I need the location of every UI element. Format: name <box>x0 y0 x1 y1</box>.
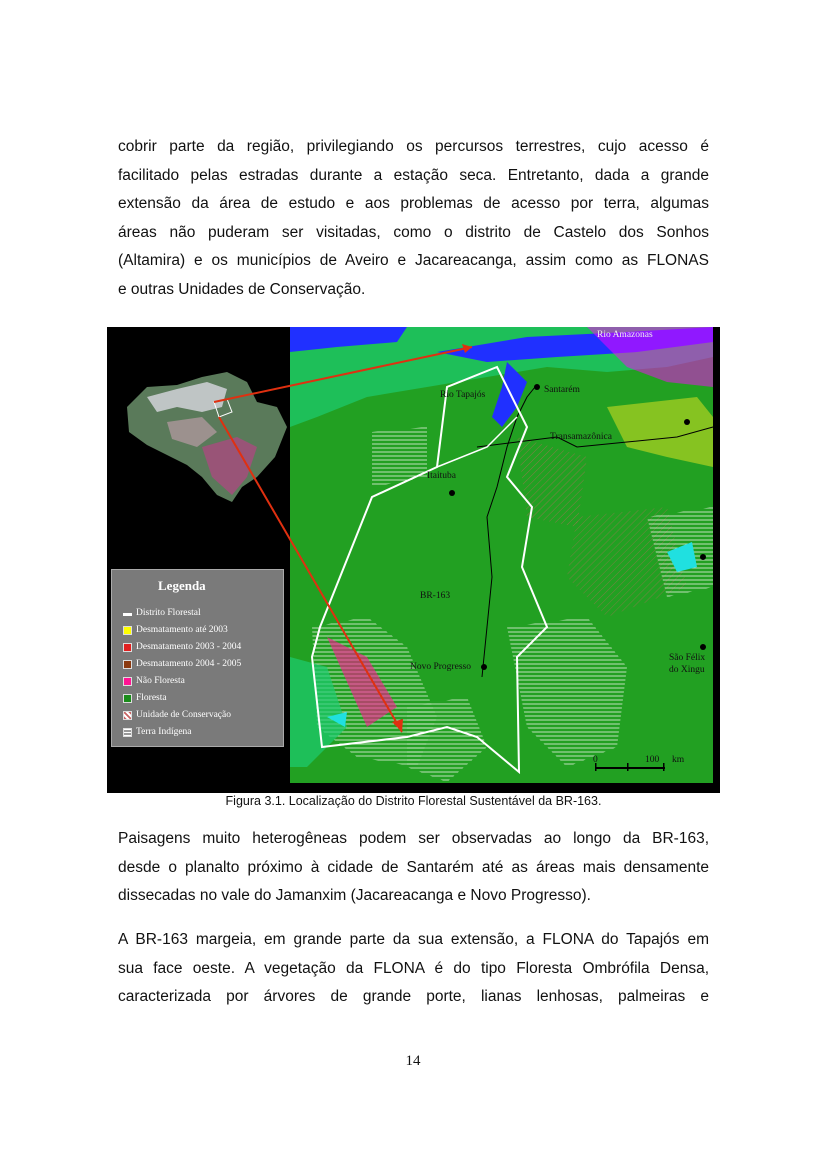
label-do-xingu: do Xingu <box>669 665 705 675</box>
paragraph-3 <box>118 926 709 1012</box>
text-line: A BR-163 margeia, em grande parte da sua extensão, a FLONA do Tapajós em <box>118 931 709 948</box>
legend-item <box>136 676 185 686</box>
label-rio-tapajos: Rio Tapajós <box>440 390 486 400</box>
legend-label: Desmatamento 2003 - 2004 <box>136 642 242 652</box>
legend-swatch <box>123 728 132 737</box>
text-line: cobrir parte da região, privilegiando os percursos terrestres, cujo acesso é <box>118 138 709 155</box>
legend-label: Distrito Florestal <box>136 608 201 618</box>
text-line: dissecadas no vale do Jamanxim (Jacareacanga e Novo Progresso). <box>118 887 591 904</box>
scale-label-unit: km <box>672 755 685 765</box>
text-line: caracterizada por árvores de grande porte, lianas lenhosas, palmeiras e <box>118 988 709 1005</box>
scale-label-100: 100 <box>645 755 660 765</box>
scale-label-0: 0 <box>593 755 598 765</box>
legend-item <box>136 608 201 618</box>
legend-item <box>136 693 167 703</box>
paragraph-1 <box>118 133 709 304</box>
location-map-figure <box>107 327 720 793</box>
legend-label: Floresta <box>136 693 167 703</box>
legend-item <box>136 727 192 737</box>
legend-title: Legenda <box>158 578 206 593</box>
label-itaituba: Itaituba <box>427 471 457 481</box>
text-line: facilitado pelas estradas durante a estação seca. Entretanto, dada a grande <box>118 166 709 184</box>
paragraph-2 <box>118 825 709 911</box>
figure-caption: Figura 3.1. Localização do Distrito Florestal Sustentável da BR-163. <box>225 794 602 808</box>
page-number: 14 <box>405 1053 421 1069</box>
label-rio-amazonas: Rio Amazonas <box>597 330 653 340</box>
text-line: Paisagens muito heterogêneas podem ser observadas ao longo da BR-163, <box>118 830 709 847</box>
legend-label: Não Floresta <box>136 676 185 686</box>
legend-label: Unidade de Conservação <box>136 710 231 720</box>
legend-item <box>136 642 241 652</box>
label-sao-felix: São Félix <box>669 653 706 663</box>
text-line: sua face oeste. A vegetação da FLONA é do tipo Floresta Ombrófila Densa, <box>118 959 709 977</box>
label-transamazonica: Transamazônica <box>550 432 612 442</box>
text-line: áreas não puderam ser visitadas, como o distrito de Castelo dos Sonhos <box>118 223 709 241</box>
label-novo-progresso: Novo Progresso <box>410 662 471 672</box>
text-line: desde o planalto próximo à cidade de Santarém até as áreas mais densamente <box>118 858 709 876</box>
text-line: e outras Unidades de Conservação. <box>118 280 366 298</box>
legend-item <box>136 625 228 635</box>
map-legend <box>111 569 284 747</box>
legend-item <box>136 710 231 720</box>
legend-swatch <box>123 643 132 652</box>
legend-swatch <box>123 711 132 720</box>
legend-swatch <box>123 613 132 616</box>
legend-item <box>136 659 241 669</box>
legend-swatch <box>123 694 132 703</box>
label-br163: BR-163 <box>420 591 451 601</box>
main-map <box>290 327 713 783</box>
legend-swatch <box>123 660 132 669</box>
legend-label: Desmatamento até 2003 <box>136 625 228 635</box>
label-santarem: Santarém <box>544 385 580 395</box>
legend-swatch <box>123 626 132 635</box>
legend-label: Desmatamento 2004 - 2005 <box>136 659 242 669</box>
text-line: extensão da área de estudo e aos problemas de acesso por terra, algumas <box>118 195 709 212</box>
legend-swatch <box>123 677 132 686</box>
text-line: (Altamira) e os municípios de Aveiro e Jacareacanga, assim como as FLONAS <box>118 252 709 269</box>
legend-label: Terra Indígena <box>136 727 192 737</box>
